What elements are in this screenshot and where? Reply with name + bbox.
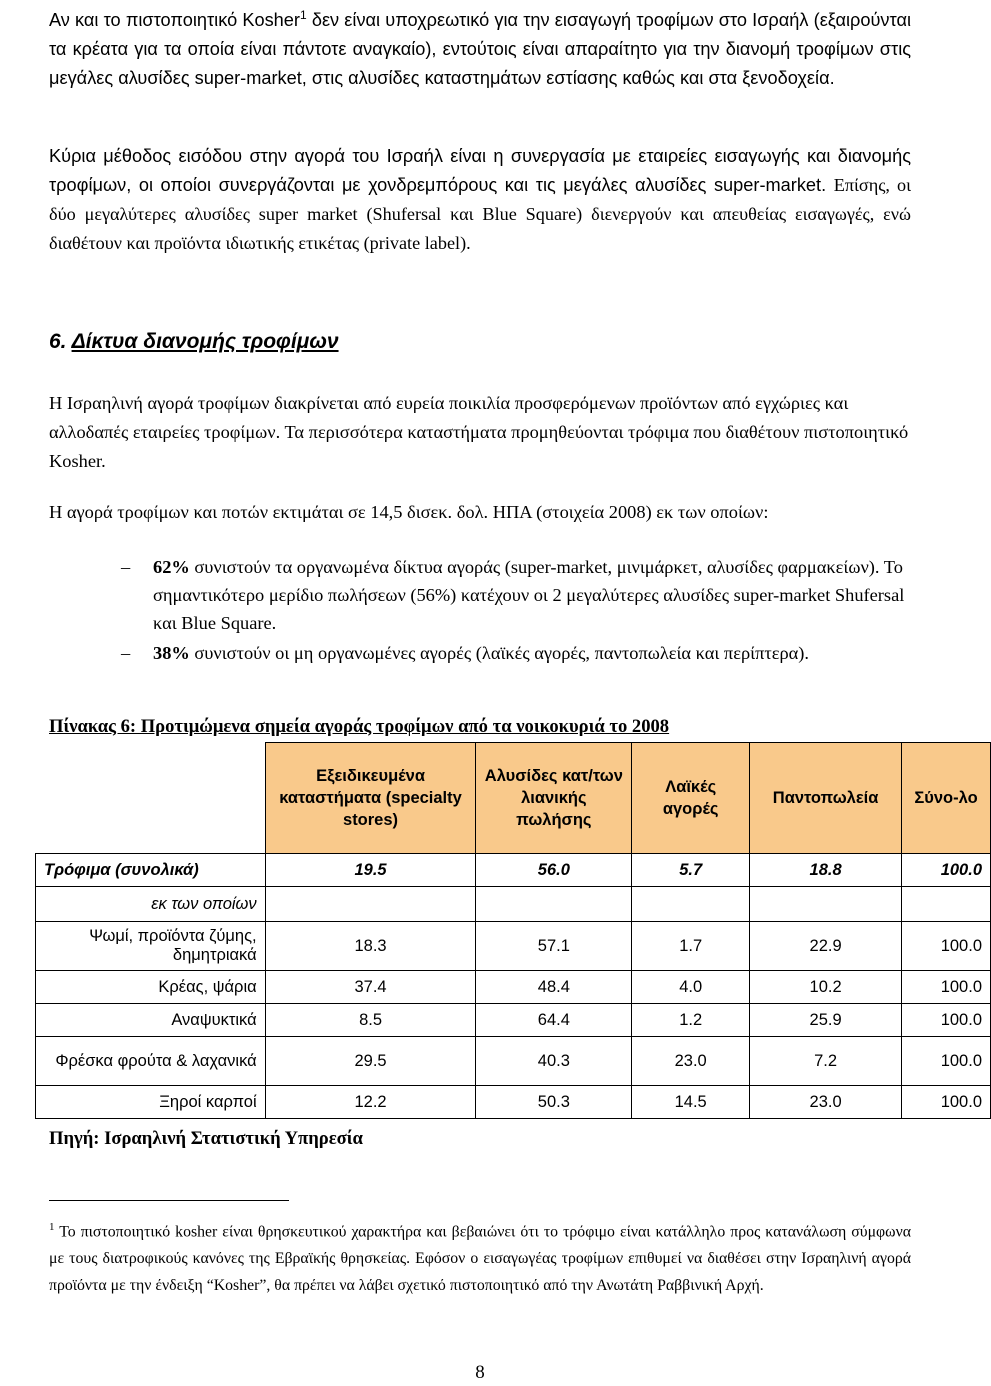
footnote-text: Το πιστοποιητικό kosher είναι θρησκευτικού χαρακτήρα και βεβαιώνει ότι το τρόφιμο είναι κατάλληλο προς κατανάλωση σύμφωνα με τους διατροφικούς κανόνες της Εβραϊκής θρησκείας. Εφόσον ο εισαγωγέας τροφίμων επιθυμεί να διαθέσει στην Ισραηλινή αγορά προϊόντα με την ένδειξη “Kosher”, θα πρέπει να λάβει σχετικό πιστοποιητικό από την Ανωτάτη Ραββινική Αρχή. (49, 1223, 911, 1295)
list-item (49, 553, 911, 637)
table-cell: 18.8 (750, 854, 902, 887)
table-cell: 8.5 (265, 1004, 476, 1037)
table-cell: 40.3 (476, 1037, 632, 1086)
table-cell: 1.7 (632, 922, 750, 971)
market-share-list (49, 553, 911, 669)
table-cell: 18.3 (265, 922, 476, 971)
section-title: Δίκτυα διανομής τροφίμων (71, 330, 339, 353)
table-cell: 100.0 (902, 922, 991, 971)
row-label: Φρέσκα φρούτα & λαχανικά (36, 1037, 266, 1086)
table-corner-cell (36, 743, 266, 854)
table-cell: 37.4 (265, 971, 476, 1004)
intro-text-start: Αν και το πιστοποιητικό Kosher (49, 10, 300, 30)
page-number: 8 (475, 1362, 485, 1383)
table-title: Πίνακας 6: Προτιμώμενα σημεία αγοράς τροφίμων από τα νοικοκυριά το 2008 (49, 716, 670, 737)
column-header: Παντοπωλεία (750, 743, 902, 854)
table-source: Πηγή: Ισραηλινή Στατιστική Υπηρεσία (49, 1128, 363, 1149)
market-size-paragraph: Η αγορά τροφίμων και ποτών εκτιμάται σε 14,5 δισεκ. δολ. ΗΠΑ (στοιχεία 2008) εκ των οποίων: (49, 502, 769, 522)
table-row (36, 971, 991, 1004)
table-cell: 56.0 (476, 854, 632, 887)
table-cell: 100.0 (902, 854, 991, 887)
table-cell: 12.2 (265, 1086, 476, 1119)
table-cell (632, 887, 750, 922)
column-header: Σύνο-λο (902, 743, 991, 854)
market-entry-text: Κύρια μέθοδος εισόδου στην αγορά του Ισραήλ είναι η συνεργασία με εταιρείες εισαγωγής και διανομής τροφίμων, οι οποίοι συνεργάζονται με χονδρεμπόρους και τις μεγάλες αλυσίδες super-market. (49, 146, 911, 195)
dash-bullet: – (121, 643, 131, 663)
market-overview-paragraph: Η Ισραηλινή αγορά τροφίμων διακρίνεται από ευρεία ποικιλία προσφερόμενων προϊόντων από εγχώριες και αλλοδαπές εταιρείες τροφίμων. Τα περισσότερα καταστήματα προμηθεύονται τρόφιμα που διαθέτουν πιστοποιητικό Kosher. (49, 393, 909, 471)
table-row (36, 922, 991, 971)
list-item (49, 639, 911, 667)
table-cell: 64.4 (476, 1004, 632, 1037)
row-label: Ξηροί καρποί (36, 1086, 266, 1119)
row-label: Ψωμί, προϊόντα ζύμης, δημητριακά (36, 922, 266, 971)
table-cell: 100.0 (902, 1086, 991, 1119)
table-row (36, 854, 991, 887)
table-cell: 14.5 (632, 1086, 750, 1119)
table-cell: 25.9 (750, 1004, 902, 1037)
table-cell (902, 887, 991, 922)
table-row (36, 887, 991, 922)
table-cell: 23.0 (632, 1037, 750, 1086)
table-cell: 10.2 (750, 971, 902, 1004)
table-cell (476, 887, 632, 922)
table-cell (265, 887, 476, 922)
row-label: Κρέας, ψάρια (36, 971, 266, 1004)
column-header: Αλυσίδες κατ/των λιανικής πωλήσης (476, 743, 632, 854)
footnote-marker: 1 (49, 1221, 55, 1233)
market-entry-text-continued: Επίσης, οι δύο μεγαλύτερες αλυσίδες super market (Shufersal και Blue Square) διενεργούν και απευθείας εισαγωγές, ενώ διαθέτουν και προϊόντα ιδιωτικής ετικέτας (private label). (49, 175, 911, 253)
table-cell: 48.4 (476, 971, 632, 1004)
list-item-text: συνιστούν τα οργανωμένα δίκτυα αγοράς (super-market, μινιμάρκετ, αλυσίδες φαρμακείων). Το σημαντικότερο μερίδιο πωλήσεων (56%) κατέχουν οι 2 μεγαλύτερες αλυσίδες super-market Shufersal και Blue Square. (153, 557, 905, 633)
column-header: Εξειδικευμένα καταστήματα (specialty stores) (265, 743, 476, 854)
share-value: 38% (153, 643, 190, 663)
table-row (36, 1086, 991, 1119)
table-cell: 23.0 (750, 1086, 902, 1119)
share-value: 62% (153, 557, 190, 577)
table-cell: 100.0 (902, 1037, 991, 1086)
table-header-row (36, 743, 991, 854)
row-label: Τρόφιμα (συνολικά) (36, 854, 266, 887)
table-cell: 50.3 (476, 1086, 632, 1119)
table-cell: 1.2 (632, 1004, 750, 1037)
footnote (49, 1214, 911, 1299)
table-cell: 7.2 (750, 1037, 902, 1086)
table-cell: 4.0 (632, 971, 750, 1004)
purchase-points-table (35, 742, 991, 1119)
table-row (36, 1037, 991, 1086)
footnote-divider (49, 1200, 289, 1201)
column-header: Λαϊκές αγορές (632, 743, 750, 854)
table-cell (750, 887, 902, 922)
table-cell: 19.5 (265, 854, 476, 887)
row-note: εκ των οποίων (36, 887, 266, 922)
section-heading (49, 330, 339, 354)
table-cell: 29.5 (265, 1037, 476, 1086)
table-cell: 100.0 (902, 1004, 991, 1037)
table-row (36, 1004, 991, 1037)
table-cell: 57.1 (476, 922, 632, 971)
row-label: Αναψυκτικά (36, 1004, 266, 1037)
dash-bullet: – (121, 557, 131, 577)
table-cell: 5.7 (632, 854, 750, 887)
intro-paragraph (49, 6, 911, 93)
market-entry-paragraph (49, 142, 911, 258)
list-item-text: συνιστούν οι μη οργανωμένες αγορές (λαϊκές αγορές, παντοπωλεία και περίπτερα). (189, 643, 810, 663)
footnote-reference[interactable]: 1 (299, 7, 307, 22)
table-cell: 22.9 (750, 922, 902, 971)
intro-text-end: δεν είναι υποχρεωτικό για την εισαγωγή τροφίμων στο Ισραήλ (εξαιρούνται τα κρέατα για τα οποία είναι πάντοτε αναγκαίο), εντούτοις είναι απαραίτητο για την διανομή τροφίμων στις μεγάλες αλυσίδες super-market, στις αλυσίδες καταστημάτων εστίασης καθώς και στα ξενοδοχεία. (49, 10, 911, 88)
section-number: 6. (49, 330, 72, 353)
table-cell: 100.0 (902, 971, 991, 1004)
